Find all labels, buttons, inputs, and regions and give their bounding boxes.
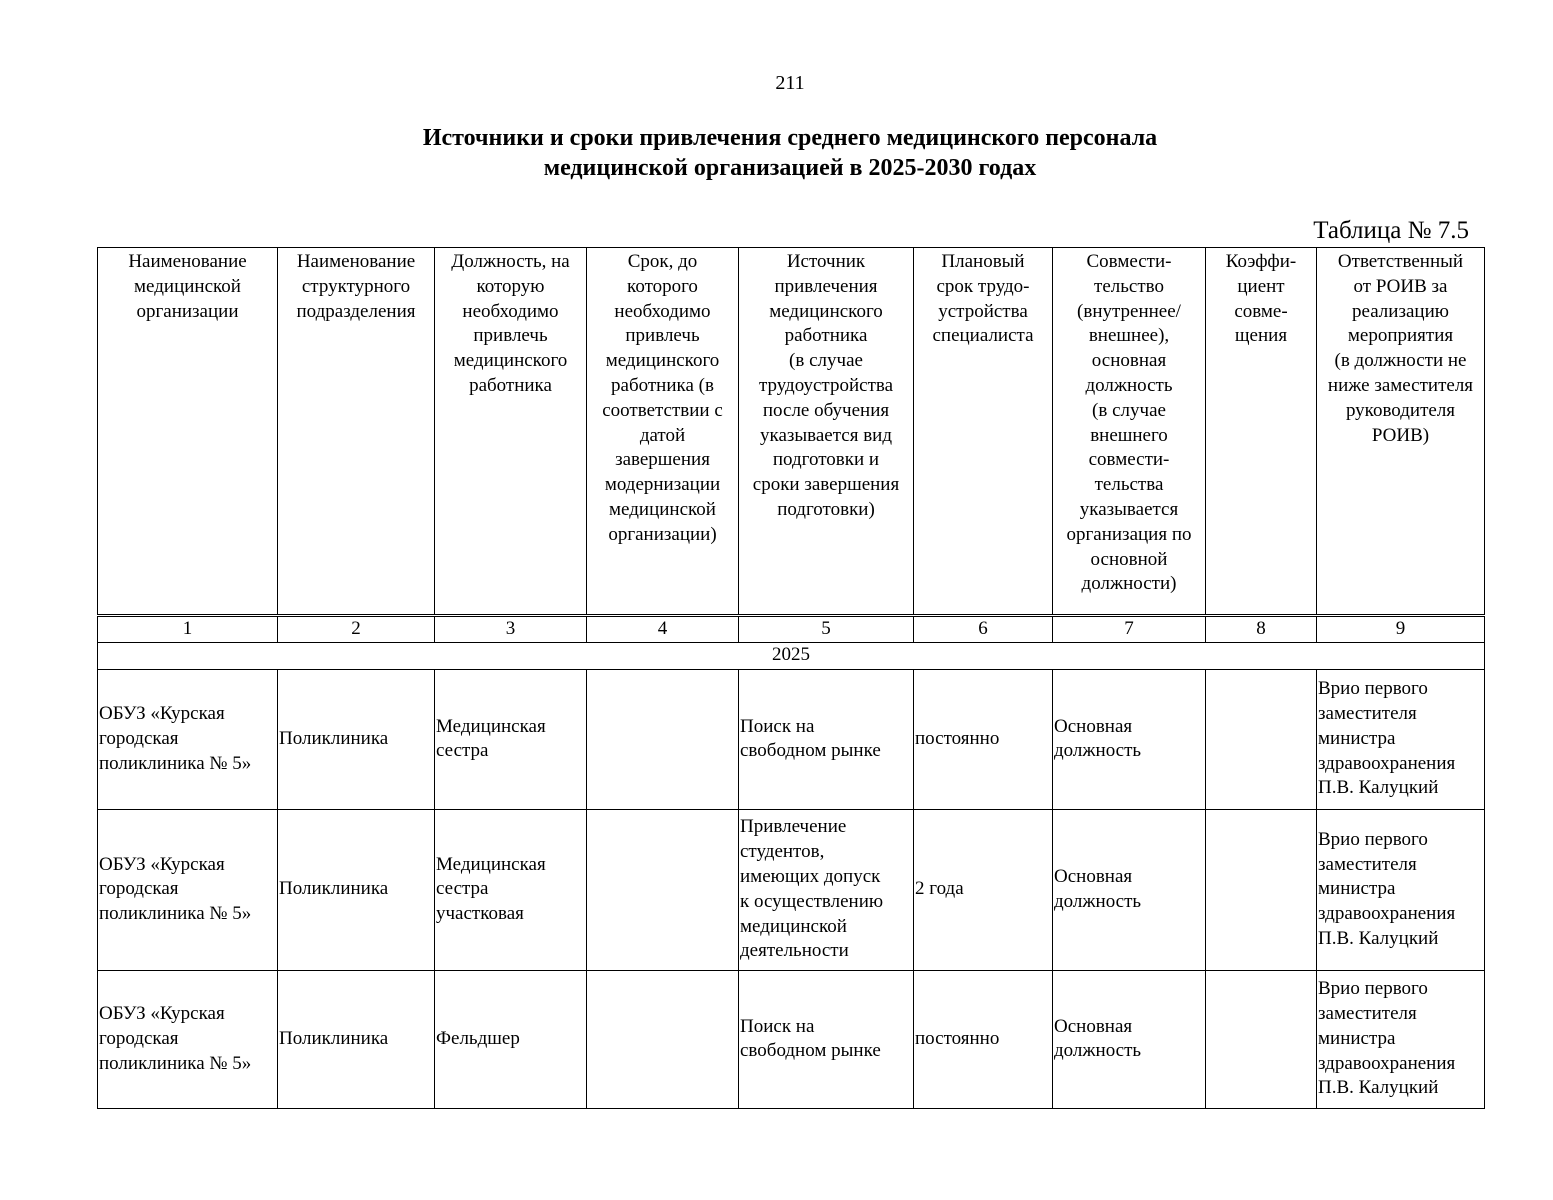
cell-position: Медицинская сестра — [435, 669, 587, 809]
header-planned-term: Плановый срок трудо- устройства специалиста — [914, 248, 1053, 615]
column-number: 2 — [278, 617, 435, 643]
column-number: 7 — [1053, 617, 1206, 643]
cell-coefficient — [1206, 669, 1317, 809]
cell-planned-term: 2 года — [914, 809, 1053, 970]
cell-coefficient — [1206, 809, 1317, 970]
cell-combination: Основная должность — [1053, 970, 1206, 1108]
cell-source: Привлечение студентов, имеющих допуск к осуществлению медицинской деятельности — [739, 809, 914, 970]
header-combination: Совмести- тельство (внутреннее/ внешнее), основная должность (в случае внешнего совмести- тельства указывается организация по основной должности) — [1053, 248, 1206, 615]
header-deadline: Срок, до которого необходимо привлечь медицинского работника (в соответствии с датой завершения модернизации медицинской организации) — [587, 248, 739, 615]
column-number-row — [98, 617, 1485, 643]
table-row — [98, 970, 1485, 1108]
cell-organization: ОБУЗ «Курская городская поликлиника № 5» — [98, 970, 278, 1108]
header-organization: Наименование медицинской организации — [98, 248, 278, 615]
document-title-line-1: Источники и сроки привлечения среднего медицинского персонала — [422, 125, 1158, 151]
cell-deadline — [587, 809, 739, 970]
year-label: 2025 — [98, 642, 1485, 669]
cell-deadline — [587, 970, 739, 1108]
cell-combination: Основная должность — [1053, 669, 1206, 809]
staffing-table — [97, 247, 1485, 1109]
header-coefficient: Коэффи- циент совме- щения — [1206, 248, 1317, 615]
cell-source: Поиск на свободном рынке — [739, 669, 914, 809]
cell-organization: ОБУЗ «Курская городская поликлиника № 5» — [98, 809, 278, 970]
cell-organization: ОБУЗ «Курская городская поликлиника № 5» — [98, 669, 278, 809]
cell-responsible: Врио первого заместителя министра здравоохранения П.В. Калуцкий — [1317, 970, 1485, 1108]
column-number: 4 — [587, 617, 739, 643]
column-number: 6 — [914, 617, 1053, 643]
cell-source: Поиск на свободном рынке — [739, 970, 914, 1108]
table-header-row — [98, 248, 1485, 615]
header-unit: Наименование структурного подразделения — [278, 248, 435, 615]
table-caption: Таблица № 7.5 — [1313, 217, 1469, 244]
header-responsible: Ответственный от РОИВ за реализацию мероприятия (в должности не ниже заместителя руководителя РОИВ) — [1317, 248, 1485, 615]
column-number: 9 — [1317, 617, 1485, 643]
cell-planned-term: постоянно — [914, 970, 1053, 1108]
cell-unit: Поликлиника — [278, 669, 435, 809]
column-number: 5 — [739, 617, 914, 643]
column-number: 3 — [435, 617, 587, 643]
table-container — [97, 247, 1485, 1109]
table-row — [98, 809, 1485, 970]
cell-coefficient — [1206, 970, 1317, 1108]
document-title — [0, 123, 1553, 183]
cell-responsible: Врио первого заместителя министра здравоохранения П.В. Калуцкий — [1317, 669, 1485, 809]
cell-unit: Поликлиника — [278, 970, 435, 1108]
year-row — [98, 642, 1485, 669]
cell-deadline — [587, 669, 739, 809]
cell-unit: Поликлиника — [278, 809, 435, 970]
header-position: Должность, на которую необходимо привлечь медицинского работника — [435, 248, 587, 615]
column-number: 8 — [1206, 617, 1317, 643]
cell-combination: Основная должность — [1053, 809, 1206, 970]
cell-position: Медицинская сестра участковая — [435, 809, 587, 970]
table-row — [98, 669, 1485, 809]
cell-planned-term: постоянно — [914, 669, 1053, 809]
header-source: Источник привлечения медицинского работника (в случае трудоустройства после обучения указывается вид подготовки и сроки завершения подготовки) — [739, 248, 914, 615]
page-number: 211 — [775, 72, 805, 94]
cell-position: Фельдшер — [435, 970, 587, 1108]
column-number: 1 — [98, 617, 278, 643]
cell-responsible: Врио первого заместителя министра здравоохранения П.В. Калуцкий — [1317, 809, 1485, 970]
document-title-line-2: медицинской организацией в 2025-2030 годах — [543, 155, 1037, 181]
